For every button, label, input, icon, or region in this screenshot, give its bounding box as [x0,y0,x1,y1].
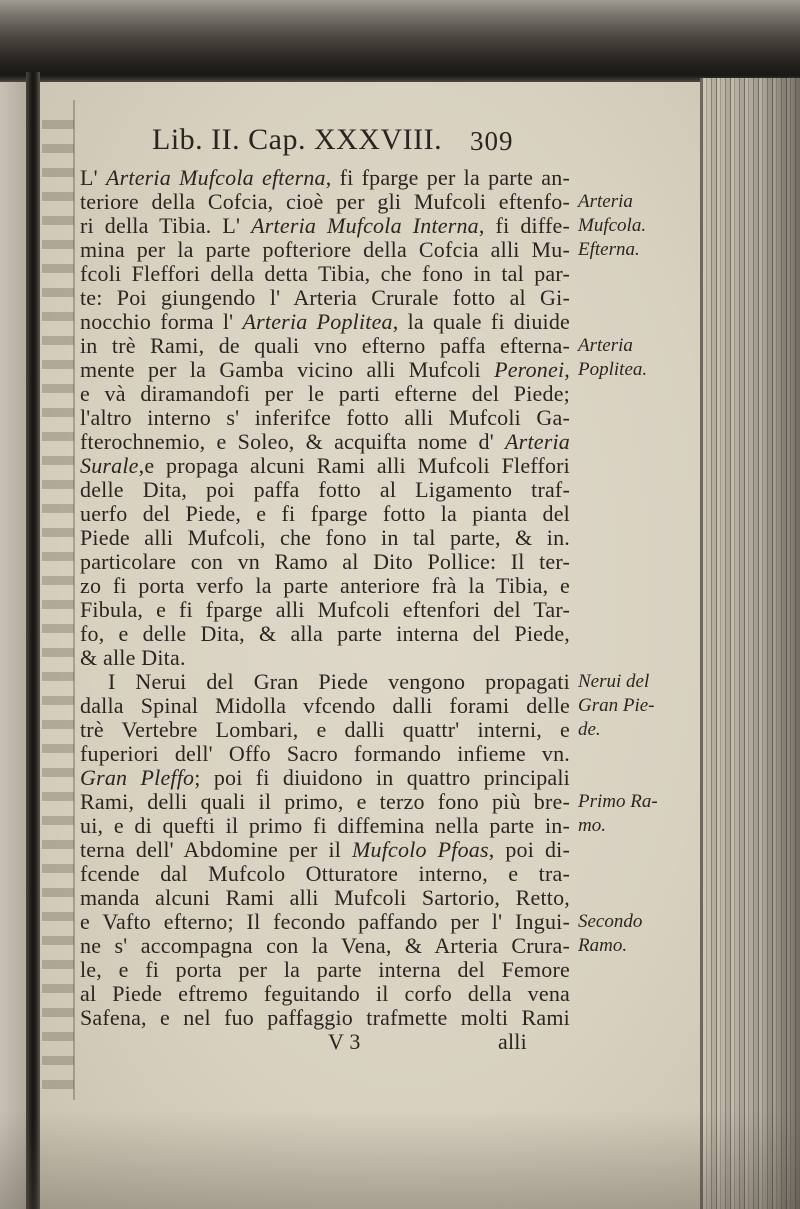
text-line: manda alcuni Rami alli Mufcoli Sartorio, Retto, [80,885,570,910]
text-line: in trè Rami, de quali vno efterno paffa efterna- [80,333,570,358]
italic-text-segment: Arteria Mufcola Interna [251,213,479,238]
paragraph-last-line: & alle Dita. [80,645,186,670]
text-line: ne s' accompagna con la Vena, & Arteria Crura- [80,933,570,958]
text-line: Safena, e nel fuo paffaggio trafmette molti Rami [80,1005,570,1030]
text-line: uerfo del Piede, e fi fparge fotto la pianta del [80,501,570,526]
catchword: alli [498,1029,527,1054]
text-line: fo, e delle Dita, & alla parte interna del Piede, [80,621,570,646]
text-line: Rami, delli quali il primo, e terzo fono più bre- [80,789,570,814]
text-segment: terna dell' Abdomine per il [80,837,353,862]
margin-note-line: Primo Ra- [578,791,658,812]
margin-note-line: Gran Pie- [578,695,655,716]
text-segment: , la quale fi diuide [392,309,570,334]
text-line [80,454,570,478]
text-line: teriore della Cofcia, cioè per gli Mufcoli eftenfo- [80,189,570,214]
text-line: al Piede eftremo feguitando il corfo della vena [80,981,570,1006]
running-title: Lib. II. Cap. XXXVIII. [152,123,443,156]
text-segment: , poi di- [488,837,571,862]
margin-note-arteria-poplitea [578,334,696,382]
margin-note-nerui-del-gran-piede [578,670,696,742]
text-line: e và diramandofi per le parti efterne del Piede; [80,381,570,406]
margin-note-line: Nerui del [578,671,650,692]
text-segment: ,e propaga alcuni Rami alli Mufcoli Fleffori [138,453,570,478]
text-segment: nocchio forma l' [80,309,243,334]
text-line [80,214,570,238]
italic-text-segment: Surale [80,453,139,478]
text-line: dalla Spinal Midolla vfcendo dalli forami delle [80,693,570,718]
text-line: trè Vertebre Lombari, e dalli quattr' interni, e [80,717,570,742]
margin-note-line: Poplitea. [578,359,648,380]
italic-text-segment: Peronei [494,357,565,382]
text-segment: L' [80,165,106,190]
page-number: 309 [470,126,514,156]
text-line: fcende dal Mufcolo Otturatore interno, e tra- [80,861,570,886]
text-segment: fterochnemio, e Soleo, & acquifta nome d' [80,429,506,454]
margin-note-line: mo. [578,815,606,836]
text-line: delle Dita, poi paffa fotto al Ligamento traf- [80,477,570,502]
text-line [80,358,570,382]
text-segment: ; poi fi diuidono in quattro principali [194,765,570,790]
text-segment: , fi fparge per la parte an- [325,165,570,190]
inner-margin-shadow [73,100,75,1100]
italic-text-segment: Arteria [505,429,570,454]
text-line: e Vafto efterno; Il fecondo paffando per l' Ingui- [80,909,570,934]
margin-note-line: Arteria [578,335,633,356]
fanned-page-edges [703,78,800,1209]
binding-gutter-shadow [26,72,40,1209]
scanner-bed-left [0,82,26,1209]
margin-note-line: Secondo [578,911,643,932]
margin-note-secondo-ramo [578,910,696,958]
text-line: fuperiori dell' Offo Sacro formando infieme vn. [80,741,570,766]
text-line: fcoli Fleffori della detta Tibia, che fono in tal par- [80,261,570,286]
italic-text-segment: Mufcolo Pfoas [352,837,489,862]
margin-note-line: Mufcola. [578,215,647,236]
text-segment: , fi diffe- [478,213,570,238]
text-line: zo fi porta verfo la parte anteriore frà la Tibia, e [80,573,570,598]
italic-text-segment: Arteria Mufcola efterna [105,165,326,190]
text-line [80,430,570,454]
text-line: Piede alli Mufcoli, che fono in tal parte, & in. [80,525,570,550]
margin-note-arteria-mufcola-efterna [578,190,696,262]
text-line [80,310,570,334]
text-segment: mente per la Gamba vicino alli Mufcoli [80,357,495,382]
text-line: le, e fi porta per la parte interna del Femore [80,957,570,982]
running-header [0,122,700,158]
italic-text-segment: Arteria Poplitea [242,309,393,334]
margin-note-primo-ramo [578,790,696,838]
margin-note-line: de. [578,719,601,740]
margin-note-line: Efterna. [578,239,640,260]
text-line: te: Poi giungendo l' Arteria Crurale fotto al Gi- [80,285,570,310]
signature-mark: V 3 [328,1029,361,1054]
text-line [80,838,570,862]
body-text [80,166,570,1054]
paragraph-first-line: I Nerui del Gran Piede vengono propagati [108,669,570,694]
text-line: l'altro interno s' inferifce fotto alli Mufcoli Ga- [80,405,570,430]
text-line [80,166,570,190]
bleed-through-ink [42,112,74,1097]
scan-bottom-shadow [0,1110,800,1209]
text-segment: ri della Tibia. L' [80,213,252,238]
signature-line [80,1030,570,1054]
text-line: ui, e di quefti il primo fi diffemina nella parte in- [80,813,570,838]
margin-note-line: Ramo. [578,935,628,956]
text-line: particolare con vn Ramo al Dito Pollice: Il ter- [80,549,570,574]
text-line: mina per la parte pofteriore della Cofcia alli Mu- [80,237,570,262]
text-segment: , [564,357,570,382]
italic-text-segment: Gran Pleffo [80,765,195,790]
text-line [80,766,570,790]
text-line: Fibula, e fi fparge alli Mufcoli eftenfori del Tar- [80,597,570,622]
scan-top-shadow [0,0,800,82]
margin-note-line: Arteria [578,191,633,212]
